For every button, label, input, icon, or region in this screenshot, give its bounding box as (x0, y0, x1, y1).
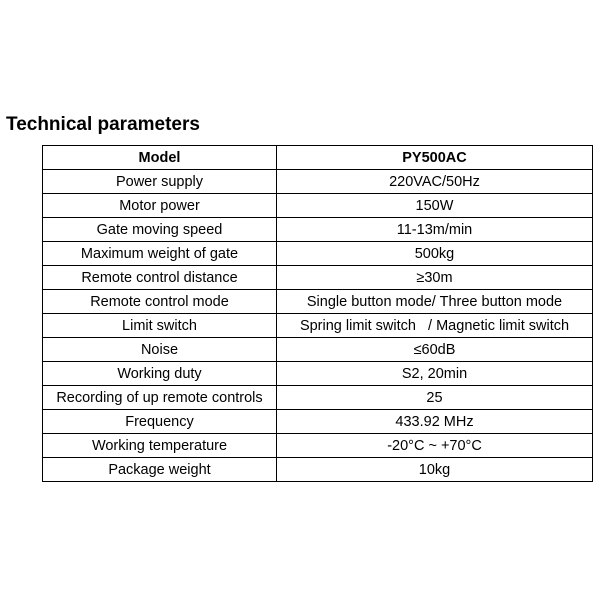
parameter-label: Remote control mode (43, 290, 277, 314)
table-row (43, 386, 593, 410)
header-parameter: Model (43, 146, 277, 170)
parameter-label: Limit switch (43, 314, 277, 338)
parameter-value: 220VAC/50Hz (277, 170, 593, 194)
table-row (43, 266, 593, 290)
parameter-value: 433.92 MHz (277, 410, 593, 434)
parameter-value: Spring limit switch / Magnetic limit switch (277, 314, 593, 338)
table-row (43, 242, 593, 266)
parameter-value: -20°C ~ +70°C (277, 434, 593, 458)
parameter-label: Package weight (43, 458, 277, 482)
parameter-label: Working duty (43, 362, 277, 386)
table-row (43, 338, 593, 362)
table-header-row (43, 146, 593, 170)
parameter-value: ≥30m (277, 266, 593, 290)
parameter-label: Maximum weight of gate (43, 242, 277, 266)
table-row (43, 218, 593, 242)
parameter-label: Recording of up remote controls (43, 386, 277, 410)
parameter-value: ≤60dB (277, 338, 593, 362)
parameter-value: 25 (277, 386, 593, 410)
table-row (43, 410, 593, 434)
parameter-label: Remote control distance (43, 266, 277, 290)
header-model-value: PY500AC (277, 146, 593, 170)
table-row (43, 170, 593, 194)
table-row (43, 434, 593, 458)
parameter-value: S2, 20min (277, 362, 593, 386)
parameter-label: Noise (43, 338, 277, 362)
table-row (43, 194, 593, 218)
table-row (43, 458, 593, 482)
section-title: Technical parameters (6, 114, 200, 135)
table-row (43, 362, 593, 386)
parameter-label: Working temperature (43, 434, 277, 458)
parameter-value: 500kg (277, 242, 593, 266)
parameter-value: Single button mode/ Three button mode (277, 290, 593, 314)
table-row (43, 290, 593, 314)
parameter-value: 11-13m/min (277, 218, 593, 242)
parameter-value: 150W (277, 194, 593, 218)
parameter-label: Gate moving speed (43, 218, 277, 242)
parameter-label: Motor power (43, 194, 277, 218)
parameter-label: Frequency (43, 410, 277, 434)
parameter-value: 10kg (277, 458, 593, 482)
table-row (43, 314, 593, 338)
technical-parameters-table (42, 145, 593, 482)
parameter-label: Power supply (43, 170, 277, 194)
